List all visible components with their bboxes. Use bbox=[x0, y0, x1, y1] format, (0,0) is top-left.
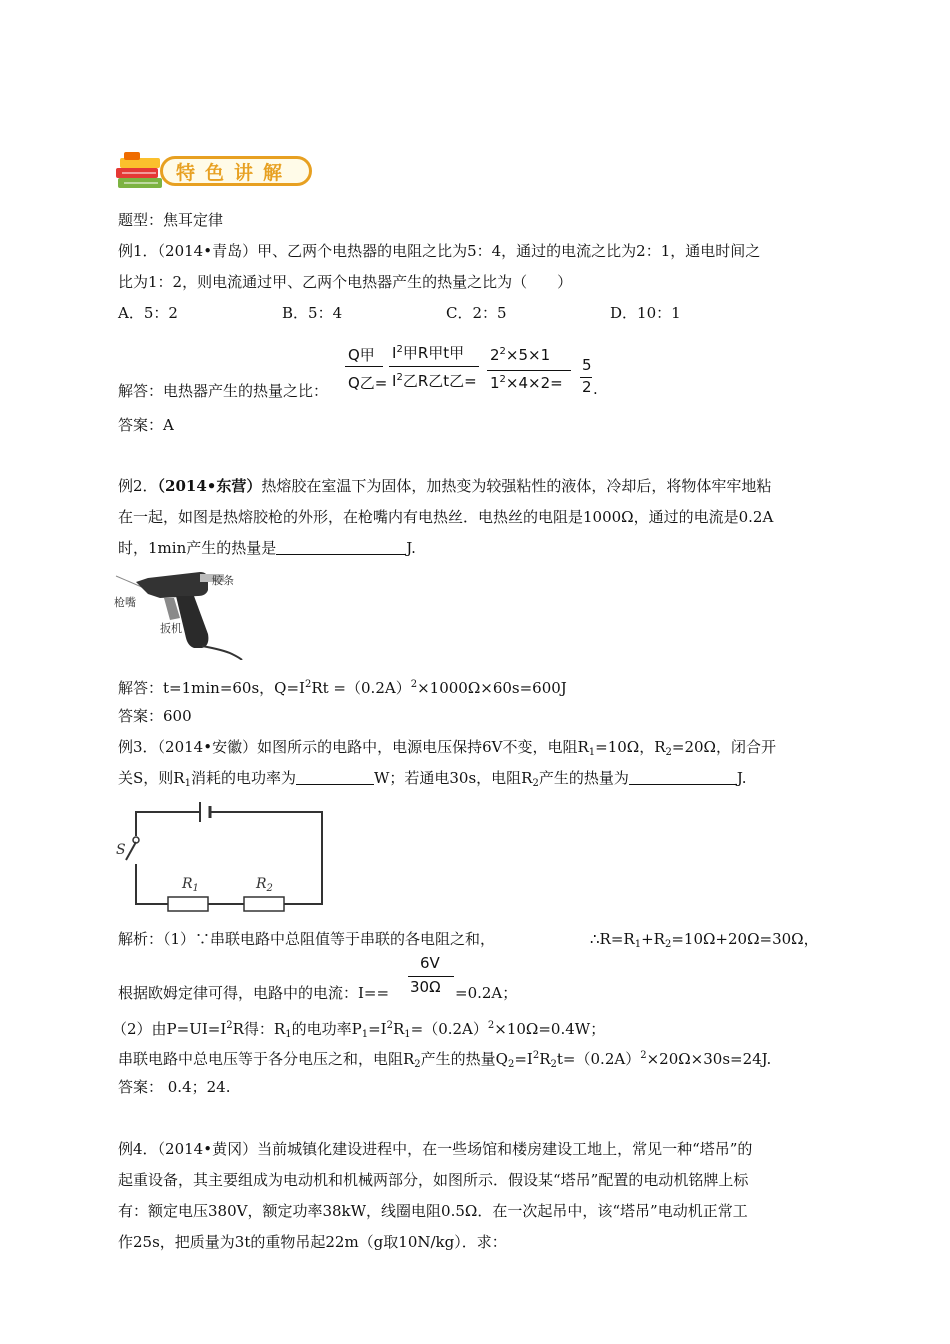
ex4-line3: 有：额定电压380V，额定功率38kW，线圈电阻0.5Ω．在一次起吊中，该“塔吊”电动机正常工 bbox=[118, 1202, 748, 1220]
ex2-line1: 例2．（2014•东营）热熔胶在室温下为固体，加热变为较强粘性的液体，冷却后，将物体牢牢地粘 bbox=[118, 477, 772, 495]
ex1-line1: 例1．（2014•青岛）甲、乙两个电热器的电阻之比为5：4，通过的电流之比为2：1，通电时间之 bbox=[118, 242, 761, 260]
ex2-answer-blank[interactable] bbox=[276, 538, 406, 555]
ex3-line2: 关S，则$R_1$消耗的电功率为 W；若通电30s，电阻$R_2$产生的热量为 J. bbox=[118, 769, 747, 789]
ex4-line2: 起重设备，其主要组成为电动机和机械两部分，如图所示．假设某“塔吊”配置的电动机铭牌上标 bbox=[118, 1171, 749, 1189]
ex2-line2: 在一起，如图是热熔胶枪的外形，在枪嘴内有电热丝．电热丝的电阻是1000Ω，通过的电流是0.2A bbox=[118, 508, 774, 526]
topic-line: 题型：焦耳定律 bbox=[118, 211, 224, 229]
ex1-solution-label: 解答：电热器产生的热量之比： bbox=[118, 382, 329, 400]
ex1-option-d: D．10：1 bbox=[610, 304, 681, 322]
label-r2: $R_2$ bbox=[256, 876, 273, 894]
formula-num-bottom: $1^2\times 4\times 2=$ bbox=[490, 374, 563, 392]
formula-num-top: $2^2\times 5\times 1$ bbox=[490, 346, 551, 364]
formula-q-bottom: Q乙= bbox=[348, 374, 388, 392]
ex3-heat-blank[interactable] bbox=[629, 768, 737, 785]
ex1-option-a: A．5：2 bbox=[118, 304, 178, 322]
ex3-analysis1: 解析：（1）∵串联电路中总阻值等于串联的各电阻之和， bbox=[118, 930, 496, 948]
circuit-svg bbox=[114, 800, 329, 912]
ex3-answer: 答案： 0.4；24. bbox=[118, 1078, 231, 1096]
ex3-analysis2-result: =0.2A； bbox=[455, 984, 518, 1002]
formula-mid-bottom: $I^2$乙R乙t乙= bbox=[392, 372, 477, 390]
label-nozzle: 枪嘴 bbox=[114, 596, 136, 609]
formula-result-bottom: 2 bbox=[582, 378, 592, 396]
ex3-analysis2: 根据欧姆定律可得，电路中的电流：I== bbox=[118, 984, 390, 1002]
circuit-diagram bbox=[114, 800, 329, 912]
formula-q-top: Q甲 bbox=[348, 346, 375, 364]
resistor-r1 bbox=[168, 897, 208, 911]
ex1-option-c: C．2：5 bbox=[446, 304, 507, 322]
ex4-line1: 例4．（2014•黄冈）当前城镇化建设进程中，在一些场馆和楼房建设工地上，常见一种“塔吊”的 bbox=[118, 1140, 753, 1158]
label-r1: $R_1$ bbox=[182, 876, 199, 894]
formula-result-top: 5 bbox=[582, 356, 592, 374]
label-glue-stick: 胶条 bbox=[212, 574, 234, 587]
ex3-line1: 例3．（2014•安徽）如图所示的电路中，电源电压保持6V不变，电阻$R_1=10\Omega$，$R_2=20\Omega$，闭合开 bbox=[118, 738, 776, 758]
banner-title: 特色讲解 bbox=[176, 162, 293, 184]
label-switch: S bbox=[116, 842, 126, 858]
ex3-analysis3: （2）由$P=UI=I^2R$得：$R_1$的电功率$P_1=I^2R_1=(0.2A)^2\times 10\Omega=0.4W$； bbox=[112, 1020, 606, 1040]
ex3-power-blank[interactable] bbox=[296, 768, 374, 785]
ex3-analysis1-total: $\therefore R=R_1+R_2=10\Omega+20\Omega=30\Omega$， bbox=[590, 930, 819, 950]
ex3-analysis4: 串联电路中总电压等于各分电压之和，电阻$R_2$产生的热量$Q_2=I^2R_2t=(0.2A)^2\times 20\Omega\times 30s=24J$. bbox=[118, 1050, 772, 1070]
ex4-line4: 作25s，把质量为3t的重物吊起22m（g取10N/kg）．求： bbox=[118, 1233, 507, 1251]
formula-mid-top: $I^2$甲R甲t甲 bbox=[392, 344, 465, 362]
ex2-line3: 时，1min产生的热量是 J. bbox=[118, 539, 416, 557]
ex1-option-b: B．5：4 bbox=[282, 304, 343, 322]
label-trigger: 扳机 bbox=[160, 622, 182, 635]
formula-end: . bbox=[593, 380, 598, 398]
current-fraction-den: 30Ω bbox=[410, 978, 441, 996]
current-fraction-num: 6V bbox=[420, 954, 440, 972]
resistor-r2 bbox=[244, 897, 284, 911]
ex2-answer: 答案：600 bbox=[118, 707, 192, 725]
section-banner bbox=[112, 148, 312, 196]
switch-lever bbox=[126, 842, 136, 860]
ex1-answer: 答案：A bbox=[118, 416, 174, 434]
glue-gun-figure bbox=[114, 564, 254, 660]
ex1-line2: 比为1：2，则电流通过甲、乙两个电热器产生的热量之比为（ ） bbox=[118, 273, 573, 291]
ex2-solution: 解答：t=1min=60s，$Q=I^2Rt =(0.2A)^2\times 1000\Omega\times 60s=600J$ bbox=[118, 679, 567, 697]
